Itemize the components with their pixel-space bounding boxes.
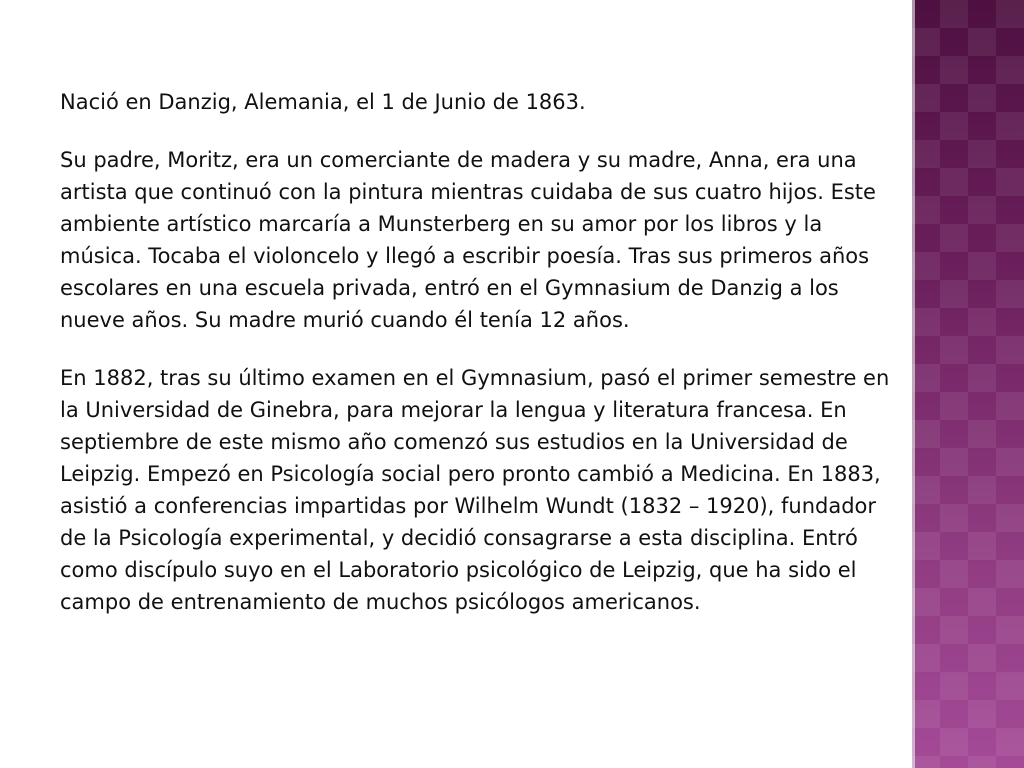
slide-body <box>60 86 890 644</box>
paragraph-education: En 1882, tras su último examen en el Gymnasium, pasó el primer semestre en la Universidad de Ginebra, para mejorar la lengua y literatura francesa. En septiembre de este mismo año comenzó sus estudios en la Universidad de Leipzig. Empezó en Psicología social pero pronto cambió a Medicina. En 1883, asistió a conferencias impartidas por Wilhelm Wundt (1832 – 1920), fundador de la Psicología experimental, y decidió consagrarse a esta disciplina. Entró como discípulo suyo en el Laboratorio psicológico de Leipzig, que ha sido el campo de entrenamiento de muchos psicólogos americanos. <box>60 366 890 614</box>
paragraph-birth: Nació en Danzig, Alemania, el 1 de Junio de 1863. <box>60 90 586 114</box>
decorative-side-band <box>912 0 1024 768</box>
paragraph-family: Su padre, Moritz, era un comerciante de madera y su madre, Anna, era una artista que continuó con la pintura mientras cuidaba de sus cuatro hijos. Este ambiente artístico marcaría a Munsterberg en su amor por los libros y la música. Tocaba el violoncelo y llegó a escribir poesía. Tras sus primeros años escolares en una escuela privada, entró en el Gymnasium de Danzig a los nueve años. Su madre murió cuando él tenía 12 años. <box>60 148 876 332</box>
